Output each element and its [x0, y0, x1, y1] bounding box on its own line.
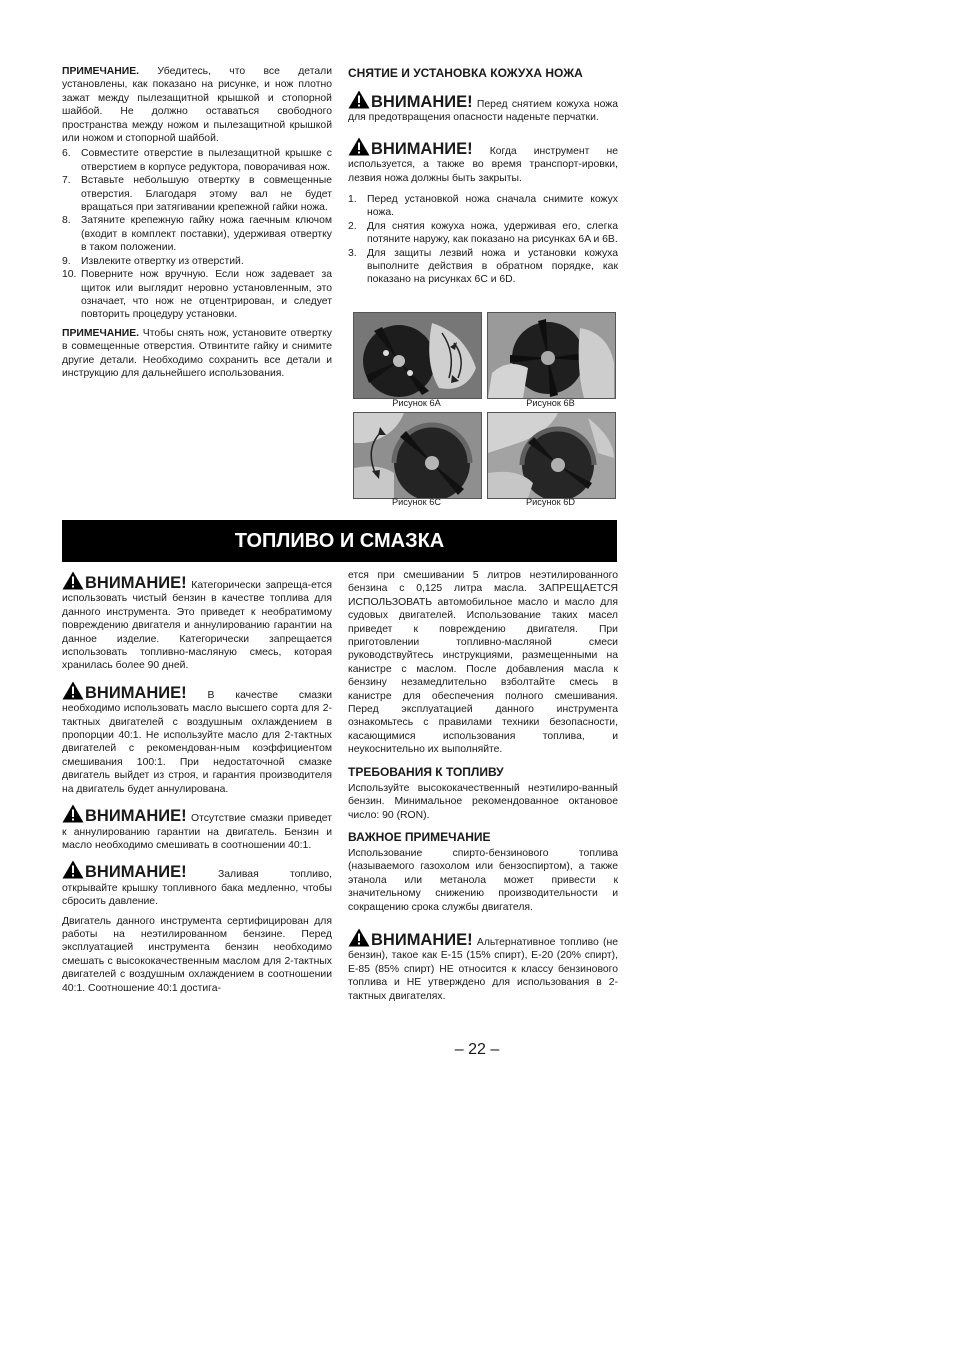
warning-triangle-icon: [348, 928, 370, 947]
important-note-heading: ВАЖНОЕ ПРИМЕЧАНИЕ: [348, 829, 491, 844]
list-item: 9. Извлеките отвертку из отверстий.: [62, 255, 244, 267]
warning-label: ВНИМАНИЕ!: [85, 683, 187, 702]
warning-paragraph: [62, 804, 332, 852]
blade-guard-photo-icon: [354, 413, 481, 498]
list-item: 7. Вставьте небольшую отвертку в совмещенные отверстия. Благодаря этому вал не будет вращаться при затягивании крепежной гайки ножа.: [62, 175, 332, 214]
warning-label: ВНИМАНИЕ!: [371, 93, 473, 111]
warning-paragraph: [62, 571, 332, 673]
warning-paragraph: [62, 860, 332, 908]
list-item: 8. Затяните крепежную гайку ножа гаечным ключом (входит в комплект поставки), удерживая отвертку в таком положении.: [62, 215, 332, 254]
blade-guard-photo-icon: [488, 413, 615, 498]
warning-label: ВНИМАНИЕ!: [85, 863, 187, 882]
body-paragraph: Двигатель данного инструмента сертифицирован для работы на неэтилированном бензине. Перед эксплуатацией инструмента бензин необходимо смешать с высококачественным маслом для 2-тактных двигателей с воздушным охлаждением в соотношении 40:1. Соотношение 40:1 достига-: [62, 915, 332, 994]
warning-label: ВНИМАНИЕ!: [85, 574, 187, 592]
warning-text: Альтернативное топливо (не бензин), такое как E-15 (15% спирт), E-20 (20% спирт), E-85 (85% спирт) НЕ относится к классу бензинового топлива и НЕ утверждено для использования в 2-тактных двигателях.: [348, 936, 619, 1002]
fuel-requirements-text: Используйте высококачественный неэтилиро-ванный бензин. Минимальное рекомендованное октановое число: 90 (RON).: [348, 782, 618, 821]
warning-text: Перед снятием кожуха ножа для предотвращения опасности наденьте перчатки.: [348, 99, 619, 124]
note-paragraph: [62, 327, 332, 381]
figure-6b-image: [487, 312, 616, 399]
list-item: 3. Для защиты лезвий ножа и установки кожуха выполните действия в обратном порядке, как показано на рисунках 6C и 6D.: [348, 247, 618, 286]
note-label: ПРИМЕЧАНИЕ.: [62, 327, 140, 339]
list-item: 6. Совместите отверстие в пылезащитной крышке с отверстием в корпусе редуктора, поворачивая нож.: [62, 148, 332, 173]
blade-guard-photo-icon: [354, 313, 481, 398]
note-text: Убедитесь, что все детали установлены, как показано на рисунке, и нож плотно зажат между пылезащитной крышкой и стопорной шайбой. Не должно оставаться свободного пространства между ножом и пылезащитной крышкой или ножом и стопорной шайбой.: [62, 66, 333, 145]
warning-triangle-icon: [348, 90, 370, 109]
warning-paragraph: [348, 90, 618, 125]
section-heading: СНЯТИЕ И УСТАНОВКА КОЖУХА НОЖА: [348, 66, 583, 80]
warning-text: В качестве смазки необходимо использовать масло высшего сорта для 2-тактных двигателей с воздушным охлаждением в пропорции 40:1. Не используйте масло для 2-тактных двигателей с рекомендован-ным коэффициентом смешивания 100:1. При недостаточной смазке двигатель выйдет из строя, и гарантия производителя на двигатель будет аннулирована.: [62, 689, 332, 795]
assembly-steps-list: [62, 147, 332, 321]
warning-paragraph: [62, 681, 332, 796]
fuel-requirements-heading: ТРЕБОВАНИЯ К ТОПЛИВУ: [348, 764, 504, 779]
figure-6c-image: [353, 412, 482, 499]
warning-paragraph: [348, 928, 618, 1003]
important-note-text: Использование спирто-бензинового топлива (называемого газохолом или бензоспиртом), а также этанола или метанола может привести к значительному снижению производительности и сокращению срока службы двигателя.: [348, 847, 618, 913]
warning-triangle-icon: [62, 681, 84, 700]
note-label: ПРИМЕЧАНИЕ.: [62, 66, 140, 77]
body-paragraph: ется при смешивании 5 литров неэтилированного бензина с 0,125 литра масла. ЗАПРЕЩАЕТСЯ ИСПОЛЬЗОВАТЬ автомобильное масло и масло для судовых двигателей. Использование таких масел приведет к повреждению двигателя. При приготовлении топливно-масляной смеси руководствуйтесь инструкциями, размещенными на канистре с маслом. После добавления масла к бензину незамедлительно взболтайте смесь в канистре для обеспечения полного смешивания. Перед эксплуатацией данного инструмента ознакомьтесь с правилами техники безопасности, касающимися использования топлива, и неукоснительно их выполняйте.: [348, 570, 618, 756]
figure-caption: Рисунок 6D: [526, 497, 575, 507]
warning-triangle-icon: [62, 804, 84, 823]
top-left-column: [62, 65, 332, 380]
figure-caption: Рисунок 6A: [392, 398, 441, 408]
figure-6a-image: [353, 312, 482, 399]
guard-steps-list: [348, 193, 618, 287]
page-number: – 22 –: [454, 1041, 500, 1058]
list-item: 2. Для снятия кожуха ножа, удерживая его, слегка потяните наружу, как показано на рисунках 6A и 6B.: [348, 220, 618, 246]
warning-text: Категорически запреща-ется использовать чистый бензин в качестве топлива для данного инструмента. Это приведет к необратимому повреждению двигателя и аннулированию гарантии на данное изделие. Категорически запрещается использовать топливно-масляную смесь, которая хранилась более 90 дней.: [62, 580, 333, 672]
warning-text: Когда инструмент не используется, а также во время транспорт-ировки, лезвия ножа должны быть закрыты.: [348, 145, 618, 184]
warning-triangle-icon: [62, 571, 84, 590]
warning-label: ВНИМАНИЕ!: [371, 930, 473, 949]
warning-triangle-icon: [62, 860, 84, 879]
list-item: 1. Перед установкой ножа сначала снимите кожух ножа.: [348, 194, 618, 219]
warning-text: Отсутствие смазки приведет к аннулированию гарантии на двигатель. Бензин и масло необходимо смешивать в соотношении 40:1.: [62, 813, 333, 851]
section-title: ТОПЛИВО И СМАЗКА: [234, 530, 445, 552]
figure-caption: Рисунок 6C: [392, 497, 441, 507]
warning-paragraph: [348, 137, 618, 185]
figure-caption: Рисунок 6B: [526, 398, 575, 408]
section-banner: [62, 520, 617, 562]
warning-label: ВНИМАНИЕ!: [85, 807, 187, 826]
note-text: Чтобы снять нож, установите отвертку в совмещенные отверстия. Отвинтите гайку и снимите другие детали. Необходимо сохранить все детали и инструкцию для дальнейшего использования.: [62, 327, 332, 379]
blade-guard-photo-icon: [488, 313, 615, 398]
warning-label: ВНИМАНИЕ!: [371, 139, 473, 158]
figure-6d-image: [487, 412, 616, 499]
warning-text: Заливая топливо, открывайте крышку топливного бака медленно, чтобы сбросить давление.: [62, 869, 332, 908]
list-item: 10. Поверните нож вручную. Если нож задевает за щиток или выглядит неровно установленным, это означает, что нож не отцентрирован, и следует повторить процедуру установки.: [62, 269, 332, 321]
note-paragraph: [62, 65, 332, 145]
bottom-left-column: [62, 571, 332, 995]
bottom-right-column: [348, 569, 618, 1003]
top-right-column: [348, 66, 618, 287]
warning-triangle-icon: [348, 137, 370, 156]
